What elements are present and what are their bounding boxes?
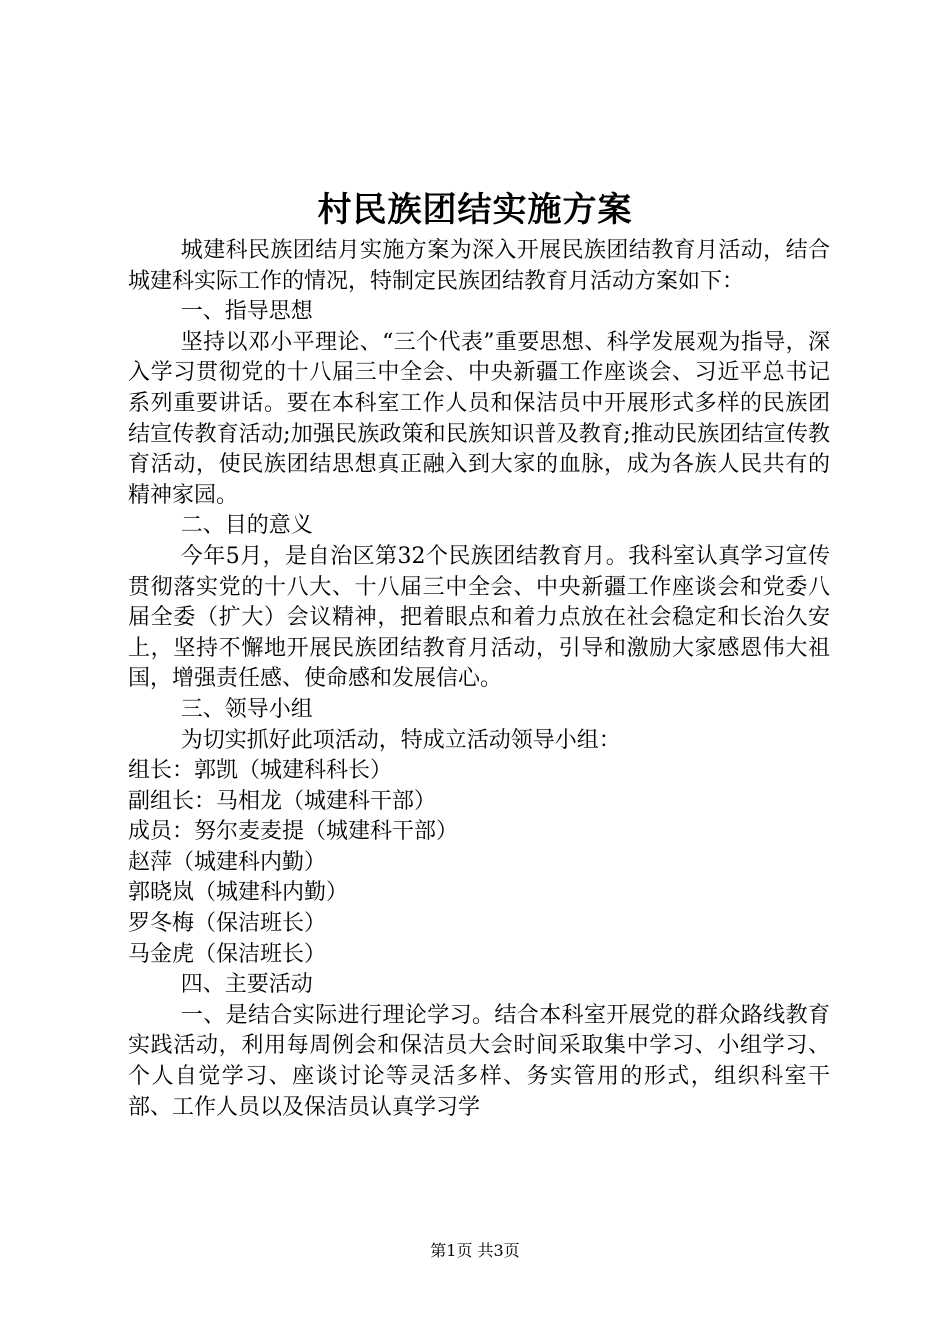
document-title: 村民族团结实施方案 bbox=[317, 190, 633, 230]
intro-paragraph: 城建科民族团结月实施方案为深入开展民族团结教育月活动，结合城建科实际工作的情况，特制定民族团结教育月活动方案如下： bbox=[128, 238, 830, 294]
member-line: 成员：努尔麦麦提（城建科干部） bbox=[128, 819, 459, 845]
leadership-group-paragraph: 为切实抓好此项活动，特成立活动领导小组： bbox=[180, 727, 621, 753]
member-line: 罗冬梅（保洁班长） bbox=[128, 911, 327, 937]
purpose-paragraph: 今年5月，是自治区第32个民族团结教育月。我科室认真学习宣传贯彻落实党的十八大、十八届三中全会、中央新疆工作座谈会和党委八届全委（扩大）会议精神，把着眼点和着力点放在社会稳定和长治久安上，坚持不懈地开展民族团结教育月活动，引导和激励大家感恩伟大祖国，增强责任感、使命感和发展信心。 bbox=[128, 543, 830, 692]
section-heading-purpose: 二、目的意义 bbox=[180, 513, 313, 539]
member-line: 组长：郭凯（城建科科长） bbox=[128, 758, 393, 784]
document-body bbox=[128, 236, 830, 1123]
member-line: 副组长：马相龙（城建科干部） bbox=[128, 788, 437, 814]
section-heading-main-activities: 四、主要活动 bbox=[180, 972, 313, 998]
page-footer: 第1页 共3页 bbox=[430, 1241, 520, 1260]
section-heading-leadership-group: 三、领导小组 bbox=[180, 696, 313, 722]
section-heading-guiding-ideology: 一、指导思想 bbox=[180, 299, 313, 325]
member-line: 郭晓岚（城建科内勤） bbox=[128, 880, 349, 906]
member-line: 赵萍（城建科内勤） bbox=[128, 849, 327, 875]
main-activities-paragraph: 一、是结合实际进行理论学习。结合本科室开展党的群众路线教育实践活动，利用每周例会和保洁员大会时间采取集中学习、小组学习、个人自觉学习、座谈讨论等灵活多样、务实管用的形式，组织科室干部、工作人员以及保洁员认真学习学 bbox=[128, 1002, 830, 1120]
guiding-ideology-paragraph: 坚持以邓小平理论、“三个代表”重要思想、科学发展观为指导，深入学习贯彻党的十八届三中全会、中央新疆工作座谈会、习近平总书记系列重要讲话。要在本科室工作人员和保洁员中开展形式多样的民族团结宣传教育活动;加强民族政策和民族知识普及教育;推动民族团结宣传教育活动，使民族团结思想真正融入到大家的血脉，成为各族人民共有的精神家园。 bbox=[128, 329, 830, 508]
member-line: 马金虎（保洁班长） bbox=[128, 941, 327, 967]
